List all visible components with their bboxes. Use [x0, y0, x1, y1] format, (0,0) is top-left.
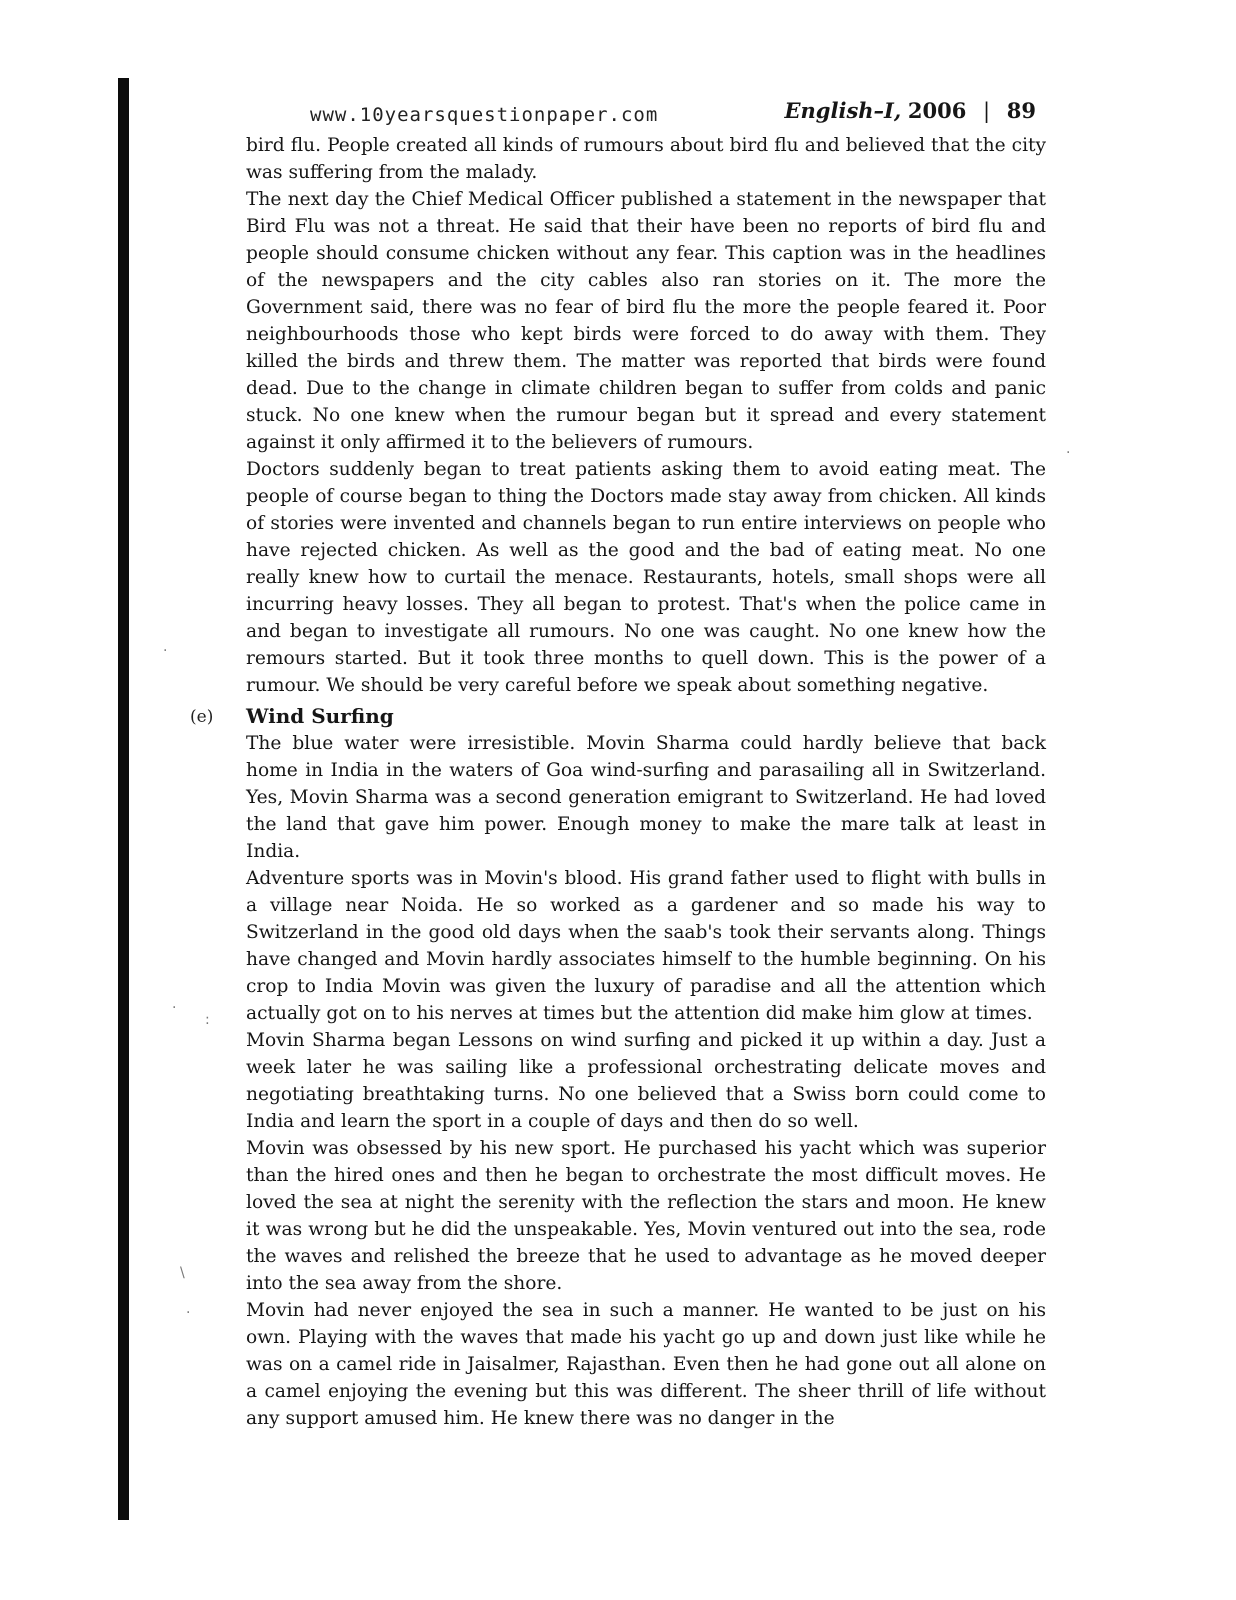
- subject-title: English–I,: [784, 98, 902, 123]
- scan-speck: \: [180, 1265, 185, 1281]
- section-label: (e): [190, 707, 214, 727]
- paragraph: The next day the Chief Medical Officer published a statement in the newspaper that Bird Flu was not a threat. He said that their have been no reports of bird flu and people should consume chicken without any fear. This caption was in the headlines of the newspapers and the city cables also ran stories on it. The more the Government said, there was no fear of bird flu the more the people feared it. Poor neighbourhoods those who kept birds were forced to do away with them. They killed the birds and threw them. The matter was reported that birds were found dead. Due to the change in climate children began to suffer from colds and panic stuck. No one knew when the rumour began but it spread and every statement against it only affirmed it to the believers of rumours.: [246, 189, 1046, 453]
- website-url: www.10yearsquestionpaper.com: [310, 104, 659, 126]
- binding-edge-bar: [118, 78, 129, 1520]
- scan-speck: ·: [186, 1305, 191, 1321]
- paragraph: The blue water were irresistible. Movin Sharma could hardly believe that back home in India in the waters of Goa wind-surfing and parasailing all in Switzerland. Yes, Movin Sharma was a second generation emigrant to Switzerland. He had loved the land that gave him power. Enough money to make the mare talk at least in India.: [246, 733, 1046, 862]
- section-e: [190, 702, 1046, 1432]
- exam-year: 2006: [907, 98, 967, 123]
- paragraph: Movin had never enjoyed the sea in such a manner. He wanted to be just on his own. Playing with the waves that made his yacht go up and down just like while he was on a camel ride in Jaisalmer, Rajasthan. Even then he had gone out all alone on a camel enjoying the evening but this was different. The sheer thrill of life without any support amused him. He knew there was no danger in the: [246, 1300, 1046, 1429]
- paragraph: Movin was obsessed by his new sport. He purchased his yacht which was superior than the hired ones and then he began to orchestrate the most difficult moves. He loved the sea at night the serenity with the reflection the stars and moon. He knew it was wrong but he did the unspeakable. Yes, Movin ventured out into the sea, rode the waves and relished the breeze that he used to advantage as he moved deeper into the sea away from the shore.: [246, 1138, 1046, 1294]
- page-header: [300, 98, 1040, 132]
- page-body: [190, 132, 1046, 1432]
- running-head: [785, 98, 1036, 123]
- scan-speck: ·: [163, 643, 168, 659]
- scan-speck: :: [205, 1012, 210, 1028]
- header-separator: |: [983, 99, 991, 123]
- page-number: 89: [1006, 98, 1036, 123]
- paragraph: Movin Sharma began Lessons on wind surfing and picked it up within a day. Just a week later he was sailing like a professional orchestrating delicate moves and negotiating breathtaking turns. No one believed that a Swiss born could come to India and learn the sport in a couple of days and then do so well.: [246, 1030, 1046, 1132]
- scan-speck: ·: [172, 1000, 177, 1016]
- scan-speck: ·: [1066, 445, 1071, 461]
- section-title: Wind Surfing: [246, 704, 394, 728]
- paragraph: Adventure sports was in Movin's blood. His grand father used to flight with bulls in a village near Noida. He so worked as a gardener and so made his way to Switzerland in the good old days when the saab's took their servants along. Things have changed and Movin hardly associates himself to the humble beginning. On his crop to India Movin was given the luxury of paradise and all the attention which actually got on to his nerves at times but the attention did make him glow at times.: [246, 868, 1046, 1024]
- paragraph: bird flu. People created all kinds of rumours about bird flu and believed that the city was suffering from the malady.: [246, 135, 1046, 183]
- paragraph: Doctors suddenly began to treat patients asking them to avoid eating meat. The people of course began to thing the Doctors made stay away from chicken. All kinds of stories were invented and channels began to run entire interviews on people who have rejected chicken. As well as the good and the bad of eating meat. No one really knew how to curtail the menace. Restaurants, hotels, small shops were all incurring heavy losses. They all began to protest. That's when the police came in and began to investigate all rumours. No one was caught. No one knew how the remours started. But it took three months to quell down. This is the power of a rumour. We should be very careful before we speak about something negative.: [246, 459, 1046, 696]
